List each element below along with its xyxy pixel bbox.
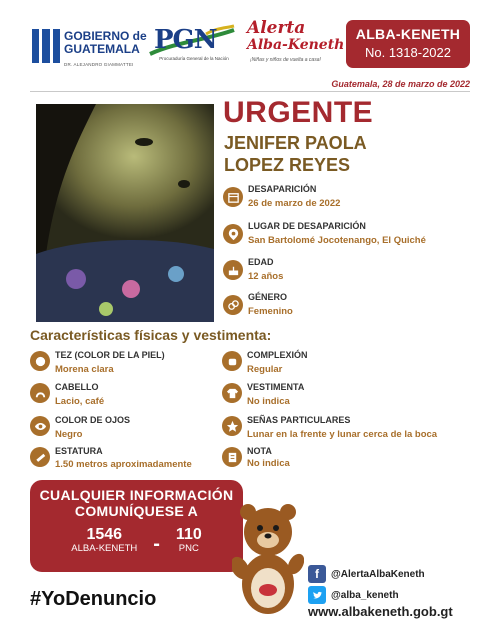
fact-value: 26 de marzo de 2022	[248, 198, 341, 209]
fact-value: Femenino	[248, 306, 293, 317]
pgn-subtitle: Procuraduría General de la Nación	[159, 56, 229, 61]
contact-heading-1: CUALQUIER INFORMACIÓN	[39, 487, 234, 503]
fact-label: DESAPARICIÓN	[248, 184, 317, 194]
alerta-logo	[247, 20, 344, 54]
phone-separator: -	[153, 533, 160, 555]
fact-label: EDAD	[248, 257, 274, 267]
cake-icon	[223, 260, 243, 280]
fact-value: 12 años	[248, 271, 284, 282]
face-icon	[30, 351, 50, 371]
twitter-icon	[308, 586, 326, 604]
missing-person-photo	[36, 104, 214, 322]
contact-heading-2: COMUNÍQUESE A	[74, 503, 199, 519]
shirt-icon	[222, 383, 242, 403]
alerta-line1: Alerta	[247, 18, 306, 38]
star-icon	[222, 416, 242, 436]
gobierno-small: DR. ALEJANDRO GIAMMATTEI	[64, 62, 134, 67]
feature-label: NOTA	[247, 446, 272, 456]
website-link[interactable]: www.albakeneth.gob.gt	[308, 604, 453, 619]
alerta-slogan: ¡Niñas y niños de vuelta a casa!	[250, 57, 321, 63]
body-icon	[222, 351, 242, 371]
feature-value: 1.50 metros aproximadamente	[55, 459, 192, 470]
fact-label: LUGAR DE DESAPARICIÓN	[248, 221, 366, 231]
facebook-handle: @AlertaAlbaKeneth	[331, 568, 425, 580]
ruler-icon	[30, 447, 50, 467]
features-title: Características físicas y vestimenta:	[30, 327, 272, 343]
hashtag: #YoDenuncio	[30, 588, 157, 610]
name-line2: LOPEZ REYES	[224, 155, 351, 175]
badge-number: No. 1318-2022	[364, 45, 451, 60]
location-pin-icon	[223, 224, 243, 244]
divider	[30, 91, 470, 92]
eye-icon	[30, 416, 50, 436]
status-urgent: URGENTE	[223, 96, 374, 129]
feature-label: VESTIMENTA	[247, 382, 305, 392]
feature-label: COMPLEXIÓN	[247, 350, 308, 360]
fact-label: GÉNERO	[248, 292, 288, 302]
alert-number-badge	[346, 20, 470, 68]
contact-box	[30, 480, 243, 572]
gender-icon	[223, 295, 243, 315]
facebook-icon: f	[308, 565, 326, 583]
phone-alba-keneth-label: ALBA-KENETH	[71, 543, 138, 554]
feature-label: SEÑAS PARTICULARES	[247, 415, 351, 425]
feature-value: Lacio, café	[55, 396, 105, 407]
facebook-link[interactable]	[308, 565, 425, 583]
twitter-link[interactable]	[308, 586, 399, 604]
bear-mascot-icon	[232, 498, 304, 618]
feature-value: Lunar en la frente y lunar cerca de la boca	[247, 429, 438, 440]
feature-value: Regular	[247, 364, 283, 375]
hair-icon	[30, 383, 50, 403]
feature-value: Morena clara	[55, 364, 114, 375]
feature-value: No indica	[247, 458, 290, 469]
place-date: Guatemala, 28 de marzo de 2022	[331, 79, 470, 89]
feature-label: TEZ (COLOR DE LA PIEL)	[55, 350, 165, 360]
fact-value: San Bartolomé Jocotenango, El Quiché	[248, 235, 426, 246]
person-name	[224, 132, 367, 176]
feature-label: ESTATURA	[55, 446, 103, 456]
gobierno-logo	[64, 30, 147, 71]
feature-label: COLOR DE OJOS	[55, 415, 131, 425]
feature-label: CABELLO	[55, 382, 99, 392]
calendar-icon	[223, 187, 243, 207]
gobierno-line2: GUATEMALA	[64, 42, 140, 56]
phone-pnc-label: PNC	[178, 543, 199, 554]
phone-alba-keneth[interactable]: 1546	[86, 526, 123, 543]
phone-pnc[interactable]: 110	[175, 526, 202, 543]
pgn-logo: PGN	[154, 25, 217, 55]
guatemala-coat-icon	[32, 29, 60, 63]
name-line1: JENIFER PAOLA	[224, 133, 367, 153]
badge-title: ALBA-KENETH	[355, 26, 461, 42]
note-icon	[222, 447, 242, 467]
alerta-line2: Alba-Keneth	[247, 37, 345, 53]
twitter-handle: @alba_keneth	[331, 589, 399, 601]
feature-value: Negro	[55, 429, 83, 440]
feature-value: No indica	[247, 396, 290, 407]
gobierno-line1: GOBIERNO de	[64, 29, 147, 43]
